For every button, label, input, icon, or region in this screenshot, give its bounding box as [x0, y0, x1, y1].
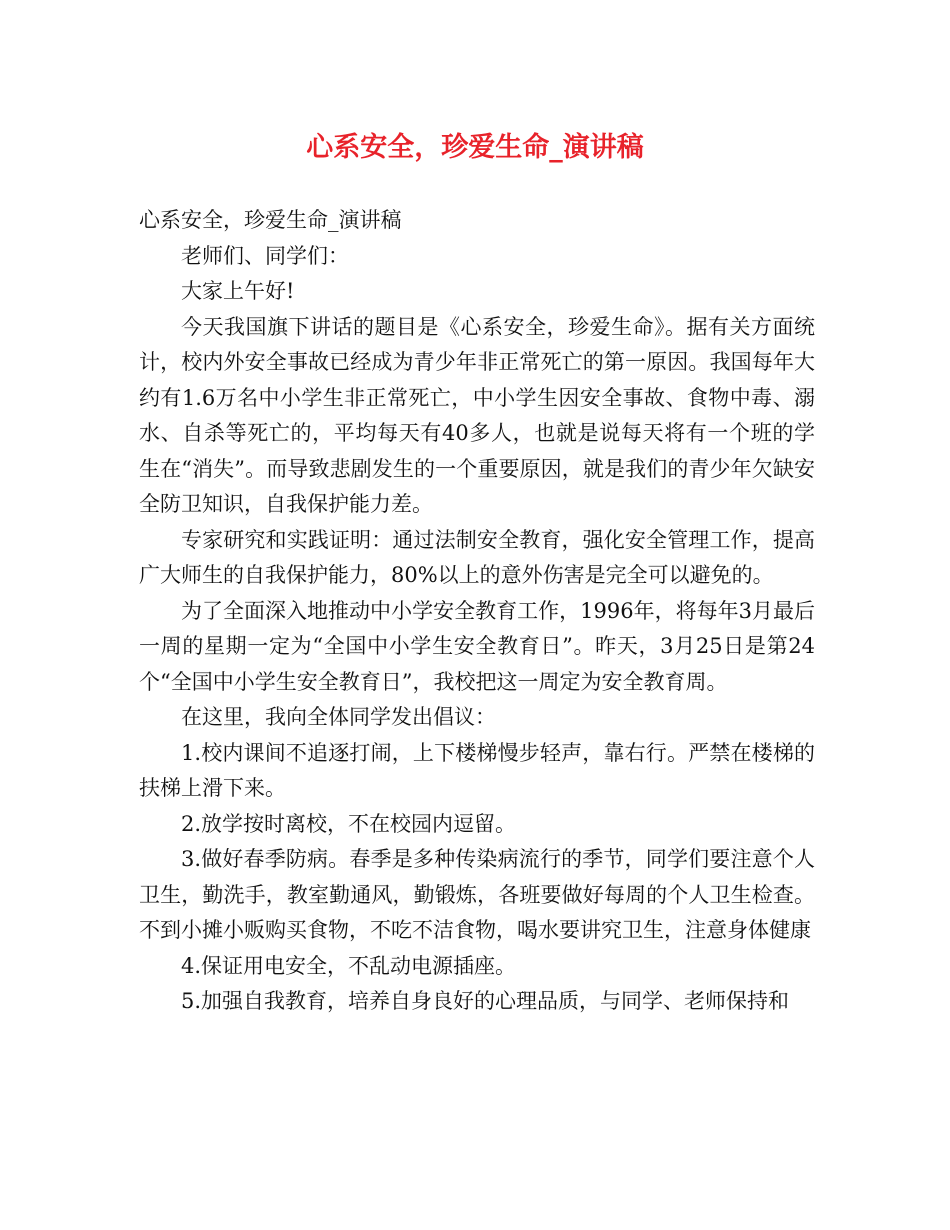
paragraph-item-5: 5.加强自我教育，培养自身良好的心理品质，与同学、老师保持和 — [181, 989, 790, 1013]
paragraph-item-2: 2.放学按时离校，不在校园内逗留。 — [181, 811, 517, 836]
paragraph-item-3: 3.做好春季防病。春季是多种传染病流行的季节，同学们要注意个人卫生，勤洗手，教室勤通风，勤锻炼，各班要做好每周的个人卫生检查。不到小摊小贩购买食物，不吃不洁食物，喝水要讲究卫生，注意身体健康 — [139, 847, 815, 942]
paragraph-greeting: 大家上午好! — [181, 279, 295, 303]
paragraph-heading: 心系安全，珍爱生命_演讲稿 — [139, 208, 402, 232]
paragraph-item-4: 4.保证用电安全，不乱动电源插座。 — [181, 953, 517, 978]
paragraph-item-1: 1.校内课间不追逐打闹，上下楼梯慢步轻声，靠右行。严禁在楼梯的扶梯上滑下来。 — [139, 740, 815, 800]
document-title: 心系安全，珍爱生命_演讲稿 — [306, 132, 644, 163]
paragraph-research: 专家研究和实践证明：通过法制安全教育，强化安全管理工作，提高广大师生的自我保护能力，80%以上的意外伤害是完全可以避免的。 — [139, 527, 815, 587]
paragraph-education-day: 为了全面深入地推动中小学安全教育工作，1996年，将每年3月最后一周的星期一定为“全国中小学生安全教育日”。昨天，3月25日是第24个“全国中小学生安全教育日”，我校把这一周定为安全教育周。 — [139, 598, 815, 694]
paragraph-salutation: 老师们、同学们： — [181, 243, 349, 268]
paragraph-topic: 今天我国旗下讲话的题目是《心系安全，珍爱生命》。据有关方面统计，校内外安全事故已经成为青少年非正常死亡的第一原因。我国每年大约有1.6万名中小学生非正常死亡，中小学生因安全事故、食物中毒、溺水、自杀等死亡的，平均每天有40多人，也就是说每天将有一个班的学生在“消失”。而导致悲剧发生的一个重要原因，就是我们的青少年欠缺安全防卫知识，自我保护能力差。 — [139, 314, 815, 516]
paragraph-proposal-intro: 在这里，我向全体同学发出倡议： — [181, 705, 496, 729]
document-body — [139, 203, 815, 1020]
